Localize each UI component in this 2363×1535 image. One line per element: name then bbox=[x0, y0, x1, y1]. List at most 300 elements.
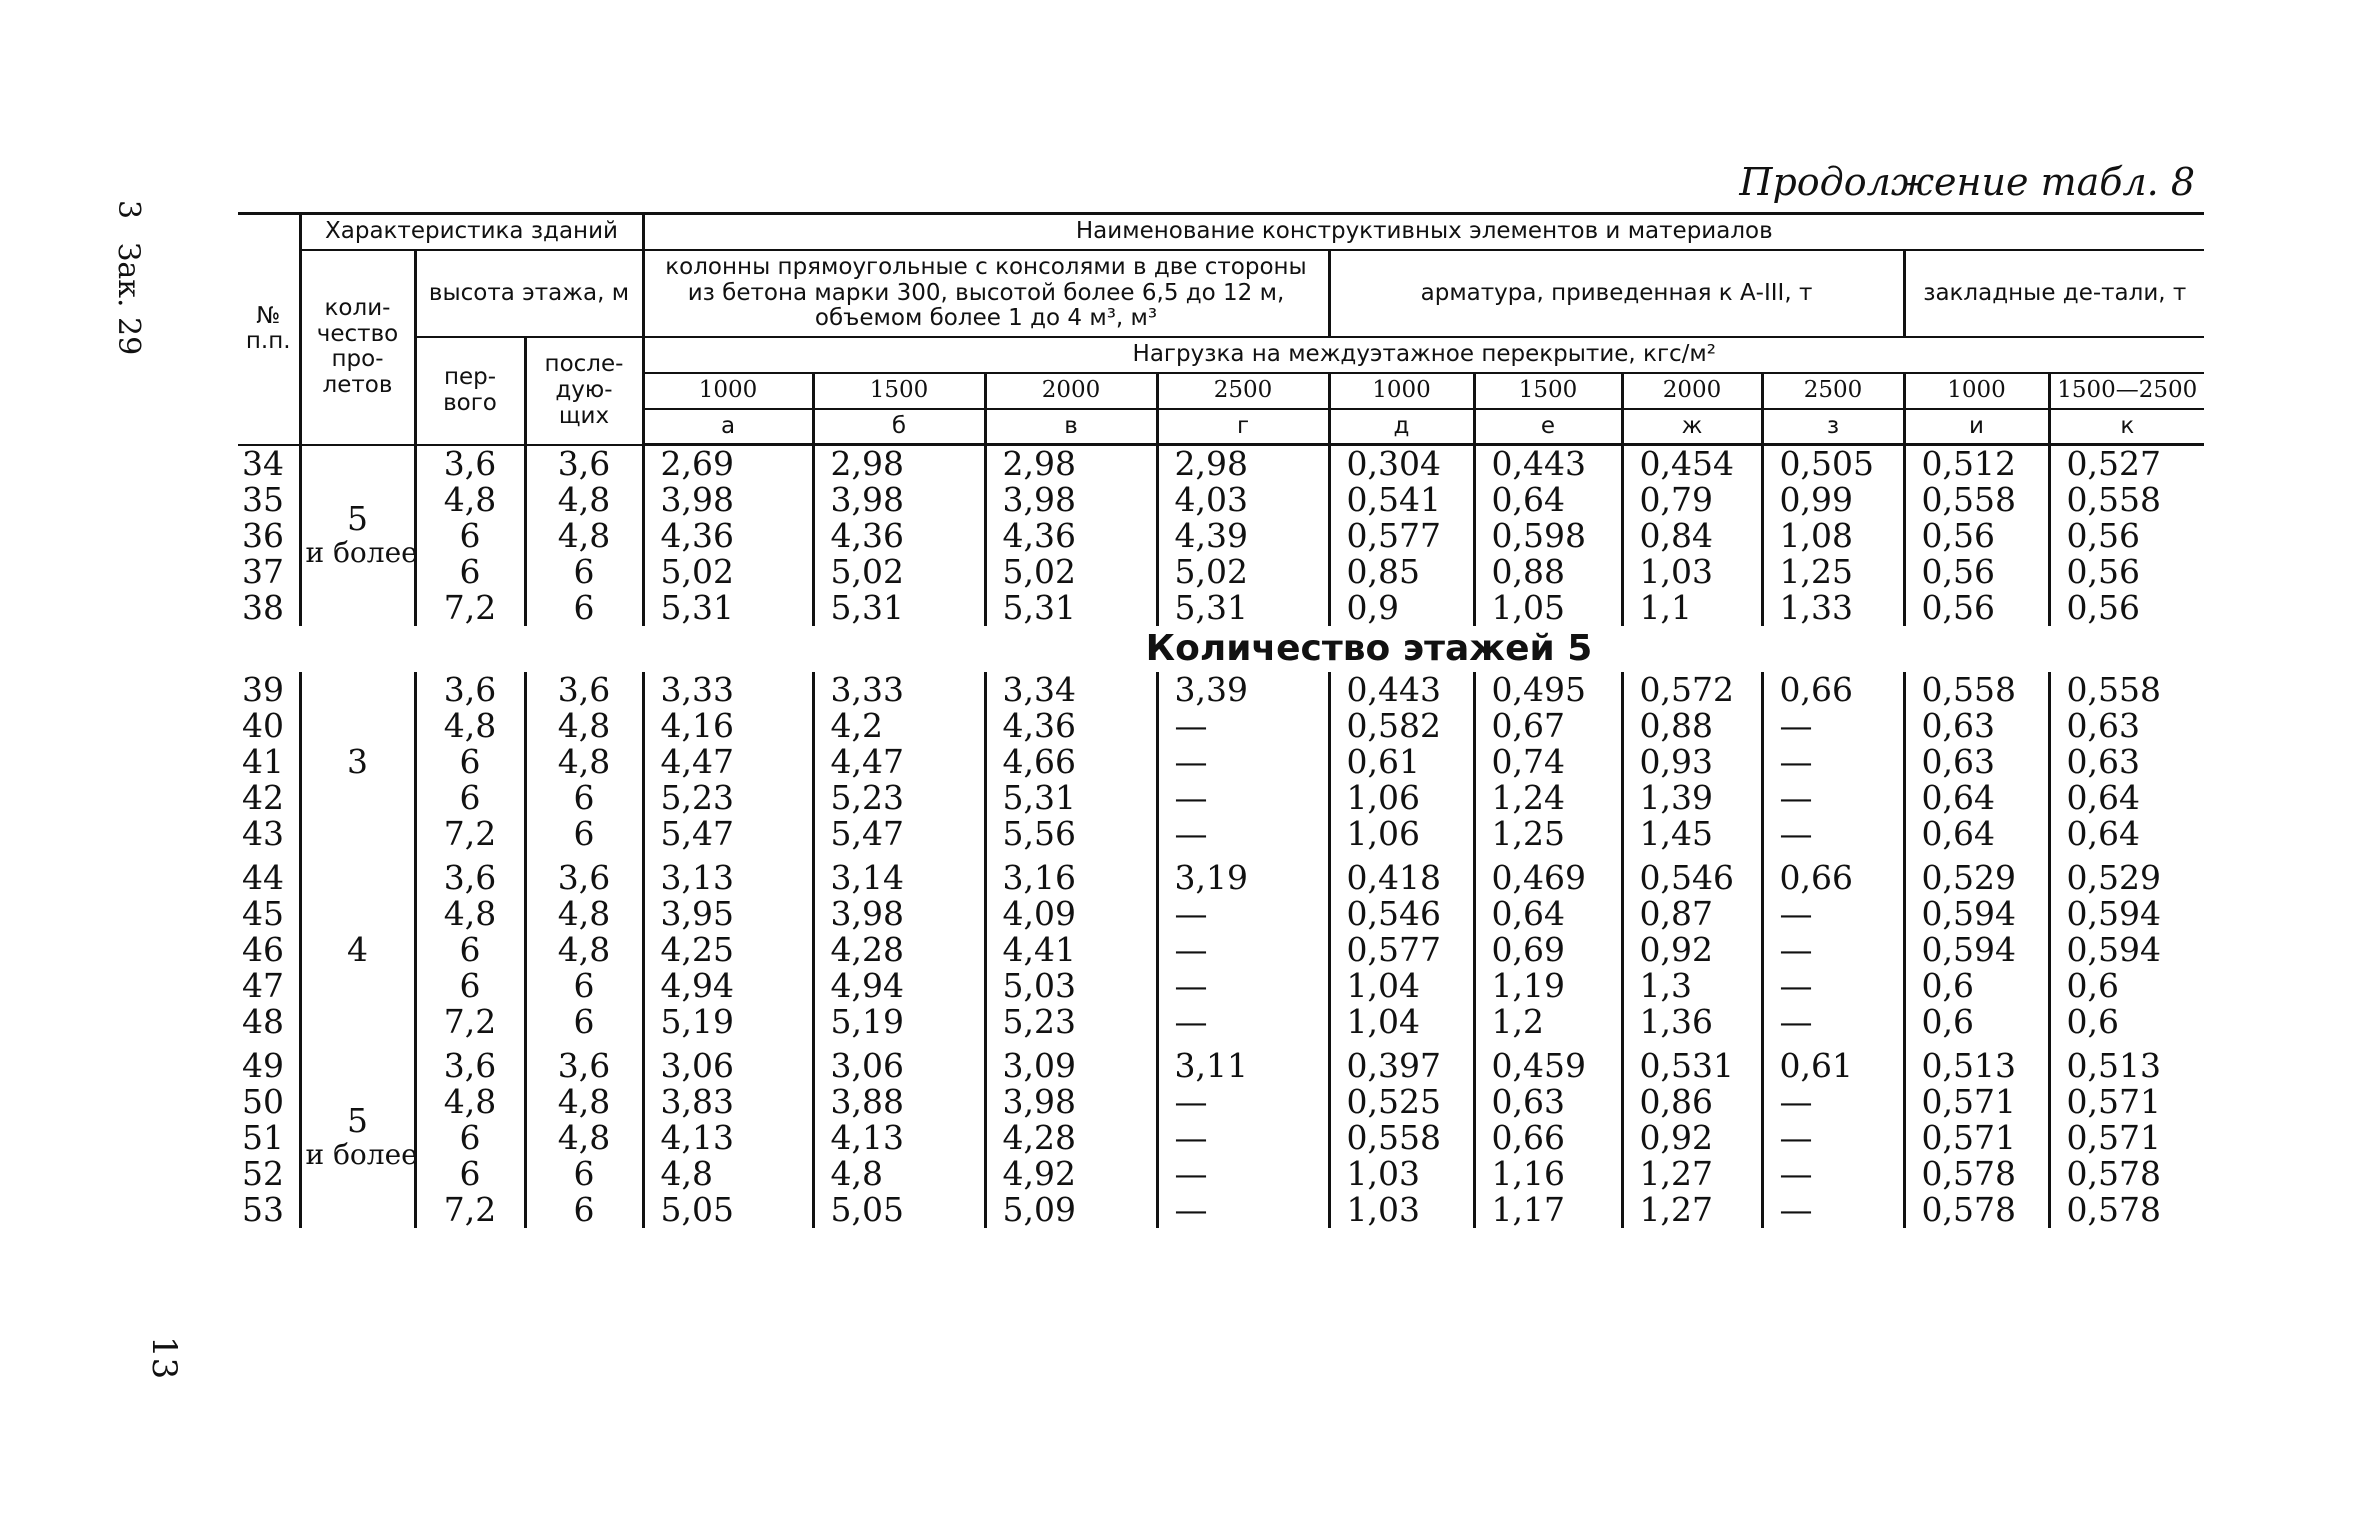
first-floor-height: 7,2 bbox=[415, 590, 525, 626]
value-cell: 3,06 bbox=[813, 1048, 985, 1084]
row-number: 46 bbox=[238, 932, 300, 968]
next-floor-height: 4,8 bbox=[525, 1120, 643, 1156]
value-cell: 0,56 bbox=[2066, 588, 2140, 628]
value-cell: 4,39 bbox=[1157, 518, 1329, 554]
table-row bbox=[238, 445, 2204, 483]
value-cell: 1,45 bbox=[1622, 816, 1762, 852]
next-floor-height: 3,6 bbox=[525, 1048, 643, 1084]
table-row bbox=[238, 1120, 2204, 1156]
value-cell: — bbox=[1762, 1192, 1904, 1228]
value-cell: 0,79 bbox=[1622, 482, 1762, 518]
value-cell: 0,541 bbox=[1329, 482, 1474, 518]
header-columns: колонны прямоугольные с консолями в две стороны из бетона марки 300, высотой более 6,5 до 12 м, объемом более 1 до 4 м³, м³ bbox=[643, 250, 1329, 337]
next-floor-height: 3,6 bbox=[525, 445, 643, 483]
value-cell: 0,571 bbox=[2066, 1118, 2161, 1158]
value-cell: — bbox=[1762, 896, 1904, 932]
section-title: Количество этажей 5 bbox=[1145, 628, 1593, 670]
row-number: 36 bbox=[238, 518, 300, 554]
value-cell: 0,594 bbox=[2066, 930, 2161, 970]
spans-label-line: 5 bbox=[347, 1101, 368, 1141]
value-cell: 1,39 bbox=[1622, 780, 1762, 816]
spans-count bbox=[300, 445, 418, 627]
value-cell: 5,31 bbox=[1157, 590, 1329, 626]
header-elements: Наименование конструктивных элементов и материалов bbox=[643, 214, 2204, 250]
value-cell: 0,69 bbox=[1474, 932, 1622, 968]
value-cell: 3,33 bbox=[643, 672, 813, 708]
value-cell: 0,443 bbox=[1329, 672, 1474, 708]
value-cell: 0,67 bbox=[1474, 708, 1622, 744]
value-cell: 0,495 bbox=[1474, 672, 1622, 708]
table-row bbox=[238, 518, 2204, 554]
value-cell: 0,56 bbox=[1904, 554, 2049, 590]
value-cell: 4,66 bbox=[985, 744, 1157, 780]
spans-count bbox=[300, 672, 415, 852]
value-cell: 5,19 bbox=[813, 1004, 985, 1040]
column-letter: з bbox=[1762, 409, 1904, 445]
value-cell: 4,25 bbox=[643, 932, 813, 968]
value-cell: 0,6 bbox=[1904, 1004, 2049, 1040]
table-row bbox=[238, 816, 2204, 852]
value-cell: 1,25 bbox=[1762, 554, 1904, 590]
value-cell: 5,56 bbox=[985, 816, 1157, 852]
value-cell: 1,03 bbox=[1622, 554, 1762, 590]
value-cell: 1,19 bbox=[1474, 968, 1622, 1004]
value-cell: 3,98 bbox=[985, 1084, 1157, 1120]
first-floor-height: 3,6 bbox=[415, 860, 525, 896]
value-cell: 5,23 bbox=[985, 1004, 1157, 1040]
value-cell: — bbox=[1157, 1120, 1329, 1156]
value-cell: 0,571 bbox=[1904, 1120, 2049, 1156]
first-floor-height: 4,8 bbox=[415, 1084, 525, 1120]
value-cell: 5,05 bbox=[643, 1192, 813, 1228]
table-row bbox=[238, 1192, 2204, 1228]
first-floor-height: 7,2 bbox=[415, 1004, 525, 1040]
value-cell: 4,94 bbox=[813, 968, 985, 1004]
row-number: 43 bbox=[238, 816, 300, 852]
value-cell: 0,64 bbox=[1904, 816, 2049, 852]
value-cell: — bbox=[1762, 968, 1904, 1004]
column-letter: б bbox=[813, 409, 985, 445]
value-cell: 5,47 bbox=[813, 816, 985, 852]
value-cell: — bbox=[1762, 1156, 1904, 1192]
value-cell: 5,31 bbox=[985, 590, 1157, 626]
value-cell: 3,39 bbox=[1157, 672, 1329, 708]
value-cell: 4,28 bbox=[985, 1120, 1157, 1156]
value-cell: 3,19 bbox=[1157, 860, 1329, 896]
column-letter: и bbox=[1904, 409, 2049, 445]
side-note-part: 3 bbox=[111, 200, 146, 220]
value-cell: — bbox=[1157, 708, 1329, 744]
value-cell: 1,17 bbox=[1474, 1192, 1622, 1228]
value-cell: 0,63 bbox=[1904, 708, 2049, 744]
load-value: 1000 bbox=[1329, 373, 1474, 409]
spans-label-line: 5 bbox=[347, 499, 368, 538]
value-cell: 5,47 bbox=[643, 816, 813, 852]
value-cell: 0,578 bbox=[2066, 1154, 2161, 1194]
value-cell: 0,513 bbox=[2066, 1046, 2161, 1086]
spans-count bbox=[300, 860, 415, 1040]
value-cell: 4,09 bbox=[985, 896, 1157, 932]
value-cell: 0,63 bbox=[1904, 744, 2049, 780]
row-number: 45 bbox=[238, 896, 300, 932]
value-cell: 0,594 bbox=[1904, 896, 2049, 932]
column-letter: д bbox=[1329, 409, 1474, 445]
value-cell: 1,16 bbox=[1474, 1156, 1622, 1192]
next-floor-height: 3,6 bbox=[525, 860, 643, 896]
row-number: 35 bbox=[238, 482, 300, 518]
value-cell: 0,577 bbox=[1329, 932, 1474, 968]
column-letter: г bbox=[1157, 409, 1329, 445]
row-number: 40 bbox=[238, 708, 300, 744]
value-cell: 0,469 bbox=[1474, 860, 1622, 896]
value-cell: — bbox=[1762, 744, 1904, 780]
table-row bbox=[238, 1156, 2204, 1192]
value-cell: 1,33 bbox=[1762, 590, 1904, 626]
table-row bbox=[238, 932, 2204, 968]
value-cell: 1,03 bbox=[1329, 1156, 1474, 1192]
value-cell: 4,47 bbox=[643, 744, 813, 780]
value-cell: 3,88 bbox=[813, 1084, 985, 1120]
row-number: 50 bbox=[238, 1084, 300, 1120]
next-floor-height: 4,8 bbox=[525, 1084, 643, 1120]
table-row bbox=[238, 1004, 2204, 1040]
next-floor-height: 6 bbox=[525, 1192, 643, 1228]
value-cell: 0,531 bbox=[1622, 1048, 1762, 1084]
first-floor-height: 3,6 bbox=[415, 672, 525, 708]
table-row bbox=[238, 744, 2204, 780]
value-cell: 0,66 bbox=[1474, 1120, 1622, 1156]
value-cell: 0,454 bbox=[1622, 445, 1762, 483]
value-cell: 4,92 bbox=[985, 1156, 1157, 1192]
value-cell: 0,594 bbox=[1904, 932, 2049, 968]
header-num: № п.п. bbox=[238, 214, 300, 445]
value-cell: 3,98 bbox=[813, 896, 985, 932]
value-cell: 2,98 bbox=[813, 445, 985, 483]
first-floor-height: 6 bbox=[415, 1120, 525, 1156]
spans-label-line: и более bbox=[305, 1138, 418, 1172]
value-cell: 0,9 bbox=[1329, 590, 1474, 626]
value-cell: 0,63 bbox=[1474, 1084, 1622, 1120]
value-cell: 0,418 bbox=[1329, 860, 1474, 896]
header-load: Нагрузка на междуэтажное перекрытие, кгс/м² bbox=[643, 337, 2204, 373]
next-floor-height: 6 bbox=[525, 590, 643, 626]
value-cell: — bbox=[1157, 1004, 1329, 1040]
value-cell: 4,13 bbox=[643, 1120, 813, 1156]
value-cell: 0,99 bbox=[1762, 482, 1904, 518]
next-floor-height: 4,8 bbox=[525, 932, 643, 968]
value-cell: 4,13 bbox=[813, 1120, 985, 1156]
load-value: 2000 bbox=[1622, 373, 1762, 409]
value-cell: 0,582 bbox=[1329, 708, 1474, 744]
load-value: 1500 bbox=[1474, 373, 1622, 409]
value-cell: 0,558 bbox=[1329, 1120, 1474, 1156]
row-number: 47 bbox=[238, 968, 300, 1004]
value-cell: 0,505 bbox=[1762, 445, 1904, 483]
table-caption: Продолжение табл. 8 bbox=[1739, 160, 2195, 204]
value-cell: 0,577 bbox=[1329, 518, 1474, 554]
value-cell: 0,93 bbox=[1622, 744, 1762, 780]
value-cell: 0,546 bbox=[1622, 860, 1762, 896]
value-cell: 0,74 bbox=[1474, 744, 1622, 780]
value-cell: — bbox=[1762, 932, 1904, 968]
value-cell: 0,56 bbox=[1904, 590, 2049, 626]
value-cell: 0,6 bbox=[2066, 966, 2119, 1006]
value-cell: 0,64 bbox=[2066, 814, 2140, 854]
header-building: Характеристика зданий bbox=[300, 214, 643, 250]
value-cell: 0,64 bbox=[1474, 896, 1622, 932]
table-row bbox=[238, 708, 2204, 744]
value-cell: 0,66 bbox=[1762, 672, 1904, 708]
load-value: 2500 bbox=[1157, 373, 1329, 409]
next-floor-height: 6 bbox=[525, 816, 643, 852]
value-cell: 4,8 bbox=[643, 1156, 813, 1192]
next-floor-height: 4,8 bbox=[525, 896, 643, 932]
column-letter: к bbox=[2049, 409, 2204, 445]
column-letter: е bbox=[1474, 409, 1622, 445]
value-cell: 0,578 bbox=[1904, 1192, 2049, 1228]
next-floor-height: 3,6 bbox=[525, 672, 643, 708]
value-cell: 4,41 bbox=[985, 932, 1157, 968]
value-cell: 0,84 bbox=[1622, 518, 1762, 554]
header-embedded: закладные де-тали, т bbox=[1904, 250, 2204, 337]
value-cell: 0,61 bbox=[1329, 744, 1474, 780]
value-cell: 0,558 bbox=[1904, 672, 2049, 708]
value-cell: 1,36 bbox=[1622, 1004, 1762, 1040]
value-cell: 3,14 bbox=[813, 860, 985, 896]
value-cell: 0,56 bbox=[2066, 516, 2140, 556]
value-cell: 0,529 bbox=[2066, 858, 2161, 898]
value-cell: 0,64 bbox=[2066, 778, 2140, 818]
next-floor-height: 6 bbox=[525, 554, 643, 590]
first-floor-height: 4,8 bbox=[415, 708, 525, 744]
value-cell: 0,525 bbox=[1329, 1084, 1474, 1120]
value-cell: 1,25 bbox=[1474, 816, 1622, 852]
value-cell: 1,24 bbox=[1474, 780, 1622, 816]
value-cell: — bbox=[1762, 708, 1904, 744]
value-cell: 5,02 bbox=[643, 554, 813, 590]
table-row bbox=[238, 896, 2204, 932]
first-floor-height: 4,8 bbox=[415, 482, 525, 518]
row-number: 42 bbox=[238, 780, 300, 816]
value-cell: 4,03 bbox=[1157, 482, 1329, 518]
value-cell: 0,63 bbox=[2066, 706, 2140, 746]
spans-label-line: и более bbox=[305, 536, 418, 569]
value-cell: 0,558 bbox=[1904, 482, 2049, 518]
value-cell: — bbox=[1157, 1084, 1329, 1120]
first-floor-height: 6 bbox=[415, 554, 525, 590]
next-floor-height: 4,8 bbox=[525, 518, 643, 554]
gap-cell bbox=[300, 1040, 415, 1048]
load-value: 1000 bbox=[1904, 373, 2049, 409]
value-cell: — bbox=[1762, 1120, 1904, 1156]
value-cell: 0,459 bbox=[1474, 1048, 1622, 1084]
value-cell: 0,512 bbox=[1904, 445, 2049, 483]
page-number: 13 bbox=[144, 1336, 184, 1380]
table-row bbox=[238, 672, 2204, 708]
table-row bbox=[238, 482, 2204, 518]
value-cell: 3,98 bbox=[813, 482, 985, 518]
table-row bbox=[238, 554, 2204, 590]
value-cell: 3,16 bbox=[985, 860, 1157, 896]
header-floor-height: высота этажа, м bbox=[415, 250, 643, 337]
value-cell: 2,98 bbox=[1157, 445, 1329, 483]
side-margin-note bbox=[111, 200, 146, 369]
value-cell: 5,31 bbox=[985, 780, 1157, 816]
next-floor-height: 4,8 bbox=[525, 744, 643, 780]
load-value: 2000 bbox=[985, 373, 1157, 409]
value-cell: 4,36 bbox=[985, 518, 1157, 554]
value-cell: — bbox=[1157, 896, 1329, 932]
value-cell: 0,397 bbox=[1329, 1048, 1474, 1084]
value-cell: 4,28 bbox=[813, 932, 985, 968]
value-cell: — bbox=[1157, 780, 1329, 816]
load-value: 1500 bbox=[813, 373, 985, 409]
row-number: 38 bbox=[238, 590, 300, 626]
table-row bbox=[238, 1084, 2204, 1120]
value-cell: 3,98 bbox=[643, 482, 813, 518]
value-cell: 0,63 bbox=[2066, 742, 2140, 782]
table-row bbox=[238, 968, 2204, 1004]
next-floor-height: 6 bbox=[525, 968, 643, 1004]
value-cell: — bbox=[1157, 1156, 1329, 1192]
value-cell: 0,513 bbox=[1904, 1048, 2049, 1084]
value-cell: — bbox=[1762, 1084, 1904, 1120]
row-number: 39 bbox=[238, 672, 300, 708]
value-cell: — bbox=[1157, 968, 1329, 1004]
first-floor-height: 3,6 bbox=[415, 1048, 525, 1084]
value-cell: 1,05 bbox=[1474, 590, 1622, 626]
row-number: 37 bbox=[238, 554, 300, 590]
column-letter: в bbox=[985, 409, 1157, 445]
header-spans: коли-чество про-летов bbox=[300, 250, 415, 445]
value-cell: 0,598 bbox=[1474, 518, 1622, 554]
value-cell: 0,66 bbox=[1762, 860, 1904, 896]
value-cell: 3,13 bbox=[643, 860, 813, 896]
value-cell: 0,594 bbox=[2066, 894, 2161, 934]
column-letter: а bbox=[643, 409, 813, 445]
value-cell: 0,56 bbox=[2066, 552, 2140, 592]
value-cell: 5,23 bbox=[813, 780, 985, 816]
next-floor-height: 6 bbox=[525, 1156, 643, 1192]
first-floor-height: 6 bbox=[415, 744, 525, 780]
value-cell: 0,64 bbox=[1904, 780, 2049, 816]
value-cell: 0,88 bbox=[1622, 708, 1762, 744]
value-cell: 0,56 bbox=[1904, 518, 2049, 554]
load-value: 1500—2500 bbox=[2049, 373, 2204, 409]
value-cell: 5,19 bbox=[643, 1004, 813, 1040]
value-cell: 5,02 bbox=[813, 554, 985, 590]
row-number: 48 bbox=[238, 1004, 300, 1040]
value-cell: 4,94 bbox=[643, 968, 813, 1004]
first-floor-height: 7,2 bbox=[415, 1192, 525, 1228]
table-body bbox=[238, 445, 2204, 1229]
value-cell: 2,98 bbox=[985, 445, 1157, 483]
value-cell: 3,11 bbox=[1157, 1048, 1329, 1084]
header-first: пер-вого bbox=[415, 337, 525, 445]
value-cell: — bbox=[1157, 932, 1329, 968]
value-cell: 3,95 bbox=[643, 896, 813, 932]
value-cell: 0,64 bbox=[1474, 482, 1622, 518]
first-floor-height: 6 bbox=[415, 780, 525, 816]
value-cell: 1,2 bbox=[1474, 1004, 1622, 1040]
value-cell: 5,05 bbox=[813, 1192, 985, 1228]
spans-label-line: 4 bbox=[347, 930, 368, 970]
first-floor-height: 6 bbox=[415, 518, 525, 554]
value-cell: 4,36 bbox=[643, 518, 813, 554]
value-cell: 0,529 bbox=[1904, 860, 2049, 896]
value-cell: 4,16 bbox=[643, 708, 813, 744]
value-cell: 1,03 bbox=[1329, 1192, 1474, 1228]
value-cell: 0,61 bbox=[1762, 1048, 1904, 1084]
value-cell: 1,06 bbox=[1329, 816, 1474, 852]
value-cell: 1,27 bbox=[1622, 1192, 1762, 1228]
value-cell: 0,92 bbox=[1622, 932, 1762, 968]
first-floor-height: 6 bbox=[415, 1156, 525, 1192]
value-cell: 5,02 bbox=[985, 554, 1157, 590]
next-floor-height: 4,8 bbox=[525, 482, 643, 518]
value-cell: 1,08 bbox=[1762, 518, 1904, 554]
value-cell: 0,578 bbox=[1904, 1156, 2049, 1192]
value-cell: 1,04 bbox=[1329, 968, 1474, 1004]
value-cell: 1,1 bbox=[1622, 590, 1762, 626]
side-note-part: Зак. 29 bbox=[111, 242, 146, 356]
header-next: после-дую-щих bbox=[525, 337, 643, 445]
value-cell: 1,3 bbox=[1622, 968, 1762, 1004]
value-cell: 0,86 bbox=[1622, 1084, 1762, 1120]
row-number: 49 bbox=[238, 1048, 300, 1084]
value-cell: 0,572 bbox=[1622, 672, 1762, 708]
value-cell: 0,85 bbox=[1329, 554, 1474, 590]
value-cell: 0,92 bbox=[1622, 1120, 1762, 1156]
value-cell: 0,88 bbox=[1474, 554, 1622, 590]
value-cell: 3,83 bbox=[643, 1084, 813, 1120]
data-table bbox=[238, 212, 2204, 1228]
value-cell: — bbox=[1157, 1192, 1329, 1228]
value-cell: 5,09 bbox=[985, 1192, 1157, 1228]
value-cell: 0,558 bbox=[2066, 480, 2161, 520]
value-cell: 0,571 bbox=[1904, 1084, 2049, 1120]
value-cell: 1,04 bbox=[1329, 1004, 1474, 1040]
table-row bbox=[238, 1048, 2204, 1084]
value-cell: 0,87 bbox=[1622, 896, 1762, 932]
value-cell: 0,558 bbox=[2066, 670, 2161, 710]
load-value: 1000 bbox=[643, 373, 813, 409]
value-cell: 4,8 bbox=[813, 1156, 985, 1192]
row-number: 53 bbox=[238, 1192, 300, 1228]
value-cell: 0,571 bbox=[2066, 1082, 2161, 1122]
value-cell: 0,6 bbox=[1904, 968, 2049, 1004]
header-rebar: арматура, приведенная к А-III, т bbox=[1329, 250, 1904, 337]
value-cell: 3,09 bbox=[985, 1048, 1157, 1084]
table-row bbox=[238, 860, 2204, 896]
value-cell: 3,98 bbox=[985, 482, 1157, 518]
value-cell: 0,304 bbox=[1329, 445, 1474, 483]
value-cell: 5,03 bbox=[985, 968, 1157, 1004]
value-cell: 4,2 bbox=[813, 708, 985, 744]
value-cell: 1,27 bbox=[1622, 1156, 1762, 1192]
row-number: 44 bbox=[238, 860, 300, 896]
value-cell: — bbox=[1157, 816, 1329, 852]
first-floor-height: 6 bbox=[415, 932, 525, 968]
spans-count bbox=[300, 1048, 418, 1228]
value-cell: 0,527 bbox=[2066, 444, 2161, 484]
first-floor-height: 3,6 bbox=[415, 445, 525, 483]
value-cell: 5,31 bbox=[643, 590, 813, 626]
value-cell: 3,34 bbox=[985, 672, 1157, 708]
value-cell: 2,69 bbox=[643, 445, 813, 483]
next-floor-height: 6 bbox=[525, 780, 643, 816]
table-header bbox=[238, 214, 2204, 445]
